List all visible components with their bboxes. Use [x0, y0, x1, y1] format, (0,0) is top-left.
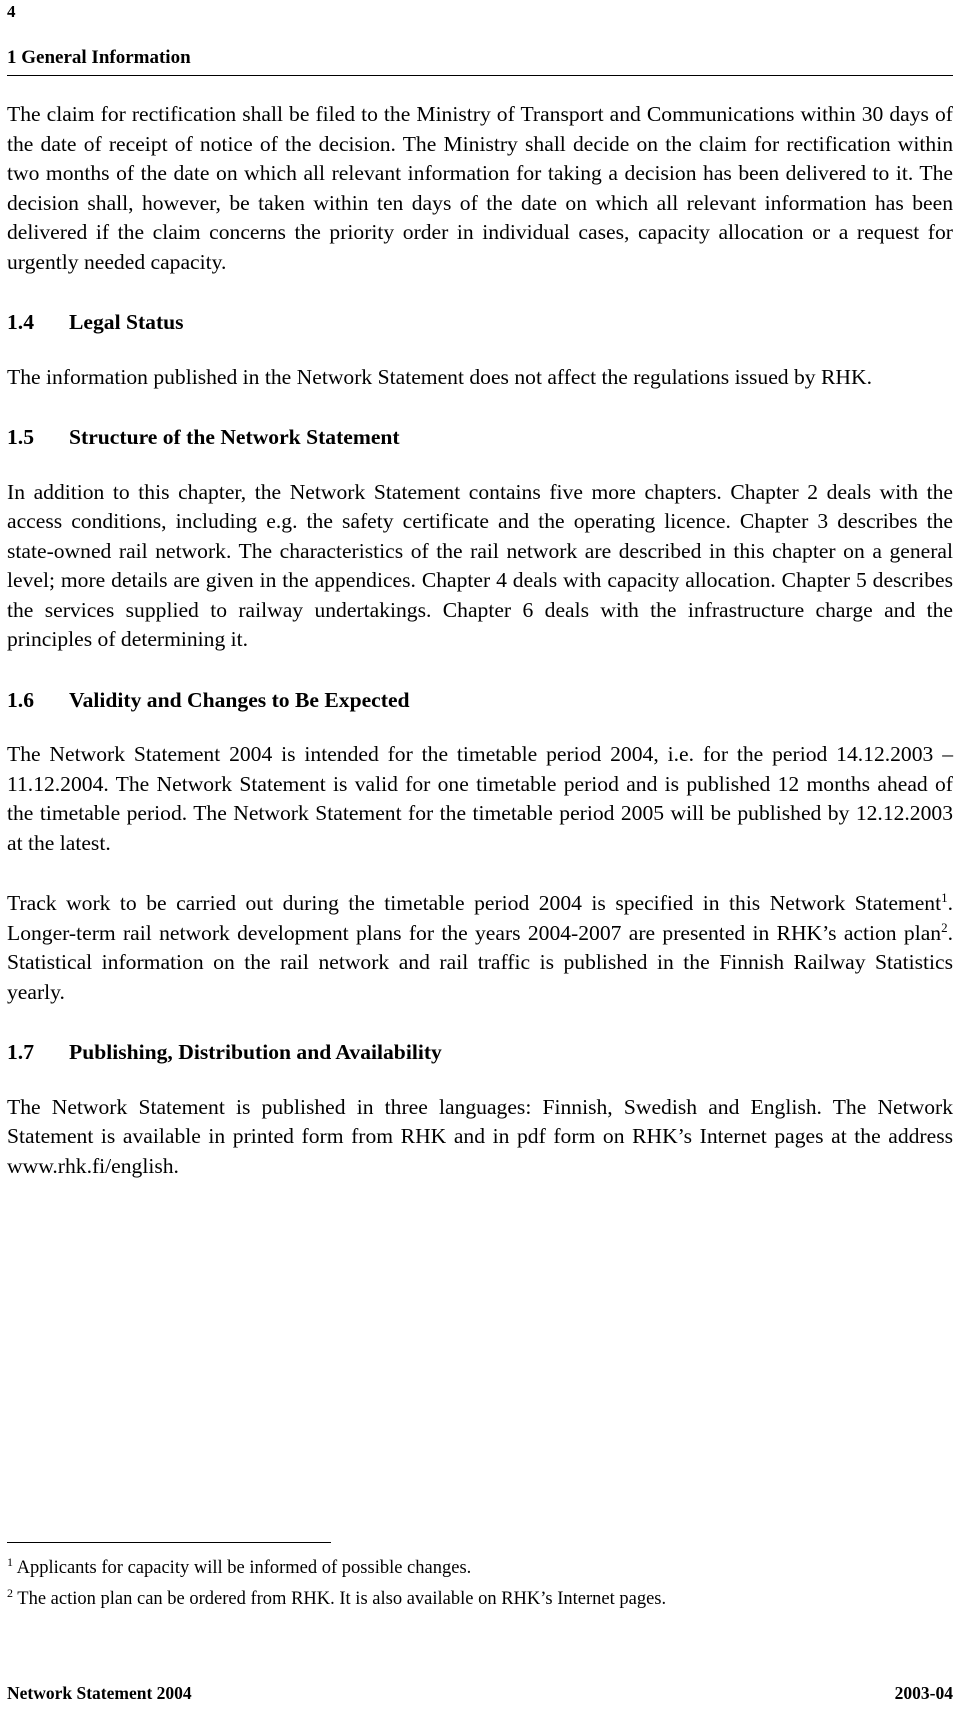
section-number: 1.4	[7, 310, 34, 334]
footnote-marker: 1	[7, 1555, 13, 1569]
section-number: 1.6	[7, 687, 34, 712]
text-run: . Statistical information on the rail network and rail traffic is published in the Finnish Railway Statistics yearly.	[7, 920, 953, 1004]
footer-date: 2003-04	[894, 1683, 953, 1703]
page-number: 4	[7, 2, 16, 21]
section-heading-1-6	[7, 686, 953, 716]
text-run: Track work to be carried out during the timetable period 2004 is specified in this Network Statement	[7, 891, 942, 915]
section-title: Legal Status	[69, 310, 184, 334]
footnote-2	[7, 1584, 953, 1615]
footnote-ref-2: 2	[941, 919, 948, 935]
section-title: Validity and Changes to Be Expected	[69, 687, 410, 712]
publishing-paragraph: The Network Statement is published in three languages: Finnish, Swedish and English. The Network Statement is available in printed form from RHK and in pdf form on RHK’s Internet pages at the address www.rhk.fi/english.	[7, 1094, 953, 1178]
footnote-text: The action plan can be ordered from RHK. It is also available on RHK’s Internet pages.	[17, 1589, 667, 1609]
legal-status-paragraph: The information published in the Network Statement does not affect the regulations issued by RHK.	[7, 364, 872, 389]
footer-title: Network Statement 2004	[7, 1683, 192, 1703]
text-run: . Longer-term rail network development plans for the years 2004-2007 are presented in RHK’s action plan	[7, 891, 953, 945]
document-body	[7, 100, 953, 1181]
footnote-marker: 2	[7, 1586, 13, 1600]
document-page	[7, 0, 953, 1714]
footnote-1	[7, 1553, 953, 1584]
section-number: 1.5	[7, 425, 34, 449]
footnotes	[7, 1553, 953, 1615]
section-heading-1-7	[7, 1038, 953, 1068]
section-title: Publishing, Distribution and Availability	[69, 1040, 442, 1064]
validity-paragraph: The Network Statement 2004 is intended for the timetable period 2004, i.e. for the period 14.12.2003 – 11.12.2004. The Network Statement is valid for one timetable period and is published 12 months ahead of the timetable period. The Network Statement for the timetable period 2005 will be published by 12.12.2003 at the latest.	[7, 742, 953, 855]
section-heading-1-5	[7, 423, 953, 453]
header-rule	[7, 75, 953, 76]
track-work-paragraph	[7, 889, 953, 1007]
intro-paragraph: The claim for rectification shall be filed to the Ministry of Transport and Communications within 30 days of the date of receipt of notice of the decision. The Ministry shall decide on the claim for rectification within two months of the date on which all relevant information for taking a decision has been delivered to it. The decision shall, however, be taken within ten days of the date on which all relevant information has been delivered if the claim concerns the priority order in individual cases, capacity allocation or a request for urgently needed capacity.	[7, 102, 953, 274]
section-number: 1.7	[7, 1040, 34, 1064]
section-heading-1-4	[7, 308, 953, 338]
running-head: 1 General Information	[7, 47, 191, 68]
section-title: Structure of the Network Statement	[69, 425, 400, 449]
structure-paragraph: In addition to this chapter, the Network Statement contains five more chapters. Chapter 2 deals with the access conditions, including e.g. the safety certificate and the operating licence. Chapter 3 describes the state-owned rail network. The characteristics of the rail network are described in this chapter on a general level; more details are given in the appendices. Chapter 4 deals with capacity allocation. Chapter 5 describes the services supplied to railway undertakings. Chapter 6 deals with the infrastructure charge and the principles of determining it.	[7, 479, 953, 651]
footnote-separator	[7, 1542, 331, 1543]
footnote-ref-1: 1	[941, 890, 948, 905]
footnote-text: Applicants for capacity will be informed of possible changes.	[16, 1558, 472, 1578]
